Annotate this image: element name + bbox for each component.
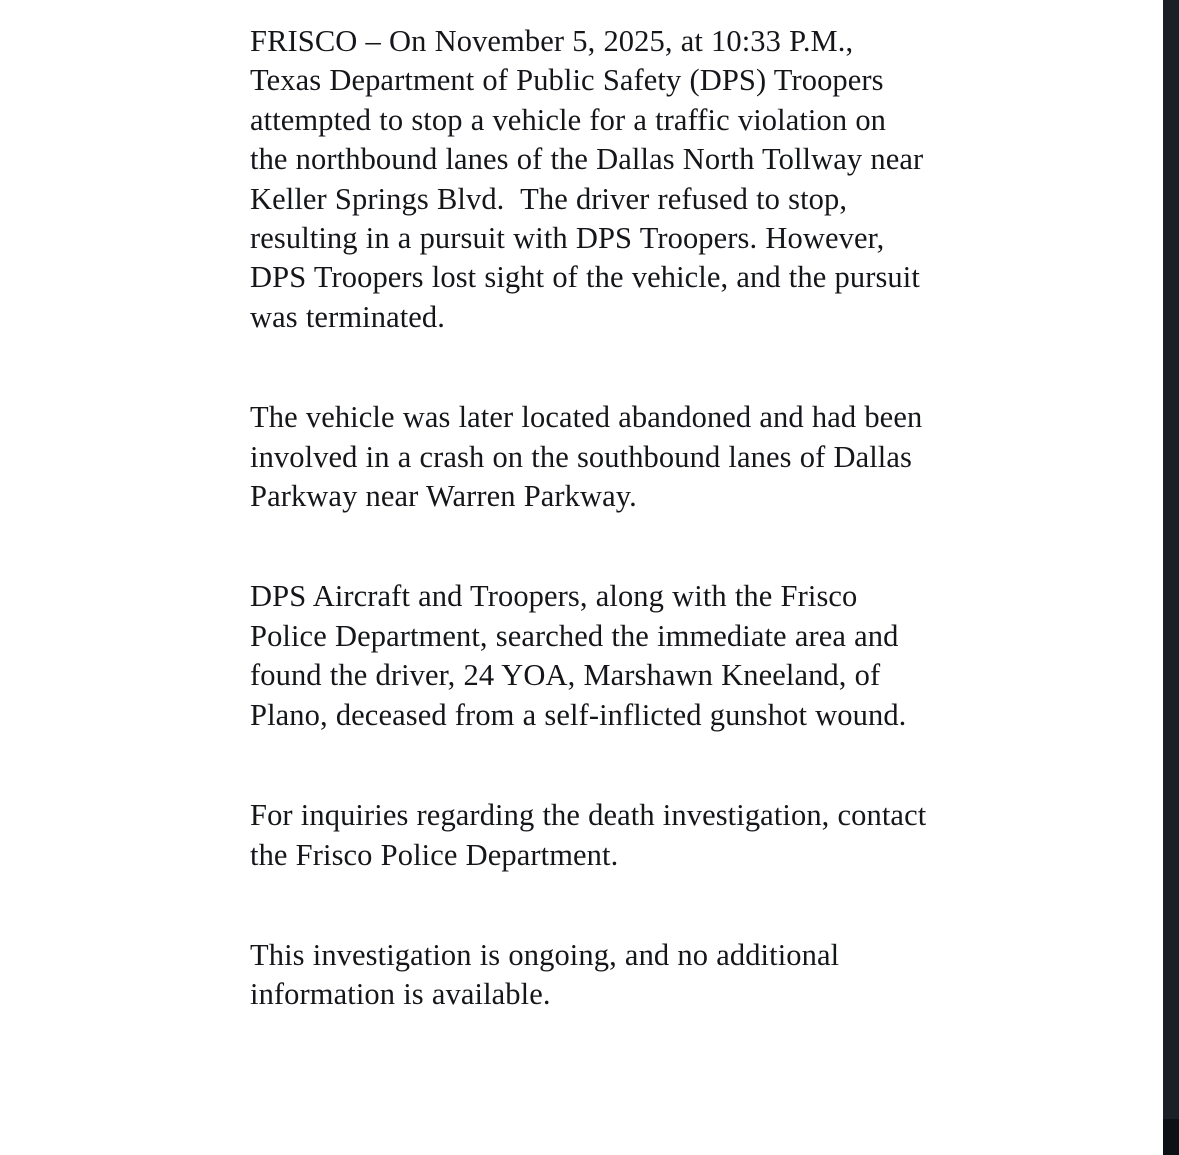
release-paragraph-search-and-driver: DPS Aircraft and Troopers, along with the Frisco Police Department, searched the immediate area and found the driver, 24 YOA, Marshawn Kneeland, of Plano, deceased from a self-inflicted gunshot wound. xyxy=(250,579,907,732)
press-release-body xyxy=(250,22,935,1015)
release-paragraph-investigation-ongoing: This investigation is ongoing, and no additional information is available. xyxy=(250,937,848,1012)
vertical-scrollbar-thumb[interactable] xyxy=(1163,1119,1179,1155)
release-paragraph-vehicle-located: The vehicle was later located abandoned and had been involved in a crash on the southbound lanes of Dallas Parkway near Warren Parkway. xyxy=(250,400,931,514)
release-paragraph-incident: FRISCO – On November 5, 2025, at 10:33 P.M., Texas Department of Public Safety (DPS) Troopers attempted to stop a vehicle for a traffic violation on the northbound lanes of the Dallas North Tollway near Keller Springs Blvd. The driver refused to stop, resulting in a pursuit with DPS Troopers. However, DPS Troopers lost sight of the vehicle, and the pursuit was terminated. xyxy=(250,24,932,334)
vertical-scrollbar-track[interactable] xyxy=(1163,0,1179,1155)
release-paragraph-inquiries-contact: For inquiries regarding the death investigation, contact the Frisco Police Department. xyxy=(250,798,935,872)
